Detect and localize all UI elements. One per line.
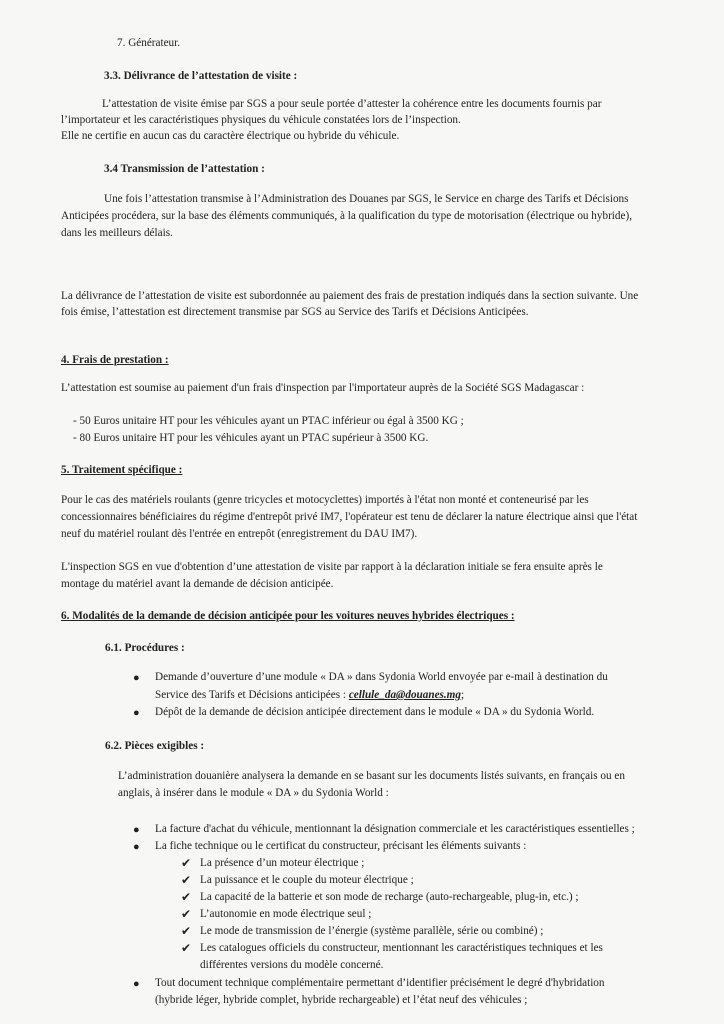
document-item: La facture d'achat du véhicule, mentionnant la désignation commerciale et les caractéristiques essentielles ; [155,823,635,835]
procedure-item-end: ; [460,689,465,701]
section-6-1-heading: 6.1. Procédures : [105,642,185,654]
paragraph-line: neuf du matériel roulant dès l'entrée en entrepôt (enregistrement du DAU IM7). [61,528,418,540]
bullet-icon: ● [133,672,140,684]
section-5-heading: 5. Traitement spécifique : [61,464,183,476]
document-item: Tout document technique complémentaire permettant d’identifier précisément le degré d'hybridation [155,977,605,989]
paragraph-line: Anticipées procédera, sur la base des éléments communiqués, à la qualification du type de motorisation (électrique ou hybride), [61,210,632,222]
procedure-item: Dépôt de la demande de décision anticipée directement dans le module « DA » du Sydonia World. [155,706,595,718]
email-link[interactable]: cellule_da@douanes.mg [348,689,461,701]
check-item: L’autonomie en mode électrique seul ; [200,908,372,920]
section-3-4-heading: 3.4 Transmission de l’attestation : [104,163,265,175]
check-item: La présence d’un moteur électrique ; [200,857,365,869]
procedure-item: Demande d’ouverture d’une module « DA » dans Sydonia World envoyée par e-mail à destination du [155,671,608,683]
paragraph-line: fois émise, l’attestation est directement transmise par SGS au Service des Tarifs et Décisions Anticipées. [61,306,529,318]
list-item-generateur: 7. Générateur. [117,37,181,49]
paragraph-line: montage du matériel avant la demande de décision anticipée. [61,578,334,590]
check-item: La capacité de la batterie et son mode de recharge (auto-rechargeable, plug-in, etc.) ; [200,891,579,903]
check-item: Le mode de transmission de l’énergie (système parallèle, série ou combiné) ; [200,925,544,937]
check-item: La puissance et le couple du moteur électrique ; [200,874,414,886]
paragraph-line: L’attestation de visite émise par SGS a pour seule portée d’attester la cohérence entre les documents fournis par [102,98,602,110]
fee-item: - 80 Euros unitaire HT pour les véhicules ayant un PTAC supérieur à 3500 KG. [73,432,429,444]
bullet-icon: ● [133,707,140,719]
paragraph-line: L'inspection SGS en vue d'obtention d’une attestation de visite par rapport à la déclaration initiale se fera ensuite après le [61,561,603,573]
paragraph-line: L’administration douanière analysera la demande en se basant sur les documents listés suivants, en français ou en [118,770,625,782]
procedure-item-cont [155,688,464,702]
section-3-3-heading: 3.3. Délivrance de l’attestation de visite : [104,70,298,82]
fee-item: - 50 Euros unitaire HT pour les véhicules ayant un PTAC inférieur ou égal à 3500 KG ; [73,415,464,427]
checkmark-icon: ✔ [181,890,192,904]
check-item-cont: différentes versions du modèle concerné. [200,959,384,971]
section-6-heading: 6. Modalités de la demande de décision anticipée pour les voitures neuves hybrides électriques : [61,610,515,622]
document-item: La fiche technique ou le certificat du constructeur, précisant les éléments suivants : [155,840,527,852]
bullet-icon: ● [133,824,140,836]
section-4-heading: 4. Frais de prestation : [61,354,169,366]
paragraph-line: anglais, à insérer dans le module « DA » du Sydonia World : [118,787,389,799]
checkmark-icon: ✔ [181,924,192,938]
paragraph-line: l’importateur et les caractéristiques physiques du véhicule constatées lors de l’inspection. [61,114,461,126]
paragraph-line: Une fois l’attestation transmise à l’Administration des Douanes par SGS, le Service en charge des Tarifs et Décisions [104,193,629,205]
procedure-item-text: Service des Tarifs et Décisions anticipées : [155,689,349,701]
bullet-icon: ● [133,978,140,990]
section-6-2-heading: 6.2. Pièces exigibles : [105,740,205,752]
checkmark-icon: ✔ [181,907,192,921]
paragraph-line: Elle ne certifie en aucun cas du caractère électrique ou hybride du véhicule. [61,130,400,142]
paragraph-line: La délivrance de l’attestation de visite est subordonnée au paiement des frais de prestation indiqués dans la section suivante. Une [61,290,639,302]
paragraph-line: concessionnaires bénéficiaires du régime d'entrepôt privé IM7, l'opérateur est tenu de déclarer la nature électrique ainsi que l'état [61,511,638,523]
paragraph-line: L’attestation est soumise au paiement d'un frais d'inspection par l'importateur auprès de la Société SGS Madagascar : [61,382,585,394]
document-item-cont: (hybride léger, hybride complet, hybride rechargeable) et l’état neuf des véhicules ; [155,994,528,1006]
paragraph-line: dans les meilleurs délais. [61,227,173,239]
checkmark-icon: ✔ [181,941,192,955]
bullet-icon: ● [133,841,140,853]
checkmark-icon: ✔ [181,856,192,870]
check-item: Les catalogues officiels du constructeur, mentionnant les caractéristiques techniques et les [200,942,603,954]
checkmark-icon: ✔ [181,873,192,887]
paragraph-line: Pour le cas des matériels roulants (genre tricycles et motocyclettes) importés à l'état non monté et conteneurisé par les [61,494,589,506]
